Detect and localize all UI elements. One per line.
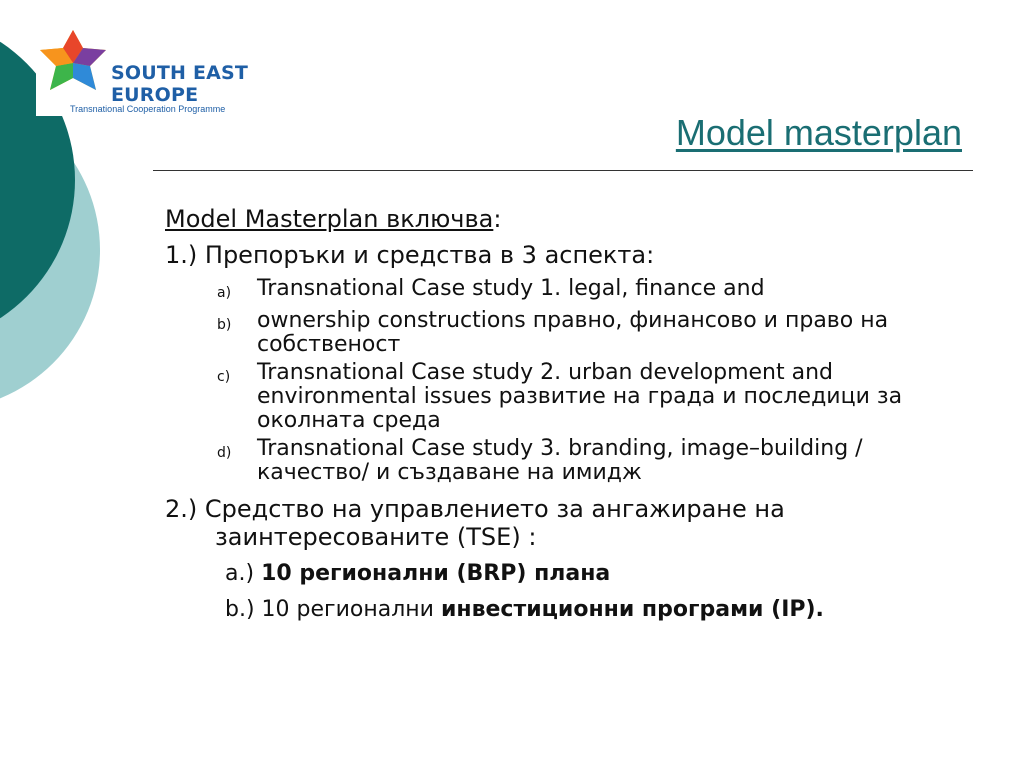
list-item-label: d) bbox=[217, 445, 232, 461]
slide-body bbox=[165, 205, 965, 629]
heading-underlined: Model Masterplan включва bbox=[165, 205, 494, 233]
list-item bbox=[217, 361, 965, 433]
list-item-label: c) bbox=[217, 369, 231, 385]
point-2-item-a bbox=[225, 559, 965, 589]
list-item bbox=[217, 309, 965, 357]
item-bold-text: инвестиционни програми (IP). bbox=[440, 597, 824, 622]
item-text: 10 регионални bbox=[261, 597, 441, 622]
title-divider bbox=[153, 170, 973, 171]
item-prefix: a.) bbox=[225, 561, 262, 586]
logo-subtitle: Transnational Cooperation Programme bbox=[70, 104, 226, 114]
heading-colon: : bbox=[493, 205, 502, 233]
list-item-text: Transnational Case study 2. urban development and environmental issues развитие на града и последици за околната среда bbox=[257, 360, 903, 433]
logo-line1: SOUTH EAST bbox=[111, 62, 249, 84]
star-logo-icon bbox=[38, 28, 108, 98]
list-item-label: b) bbox=[217, 317, 232, 333]
point-2-item-b bbox=[225, 595, 965, 625]
logo-line2: EUROPE bbox=[111, 84, 199, 106]
point-1: 1.) Препоръки и средства в 3 аспекта: bbox=[165, 241, 655, 269]
list-item-text: ownership constructions правно, финансово и право на собственост bbox=[257, 308, 889, 357]
list-item bbox=[217, 437, 965, 485]
slide-title: Model masterplan bbox=[675, 112, 962, 153]
point-2: 2.) Средство на управлението за ангажиране на заинтересованите (TSE) : bbox=[165, 495, 785, 551]
item-prefix: b.) bbox=[225, 597, 262, 622]
list-item-text: Transnational Case study 1. legal, finance and bbox=[257, 276, 765, 301]
list-item-text: Transnational Case study 3. branding, image–building /качество/ и създаване на имидж bbox=[257, 436, 863, 485]
body-heading bbox=[165, 205, 965, 233]
list-item bbox=[217, 277, 965, 305]
programme-logo bbox=[36, 26, 256, 116]
item-bold-text: 10 регионални (BRP) плана bbox=[261, 561, 611, 586]
list-item-label: a) bbox=[217, 285, 232, 301]
